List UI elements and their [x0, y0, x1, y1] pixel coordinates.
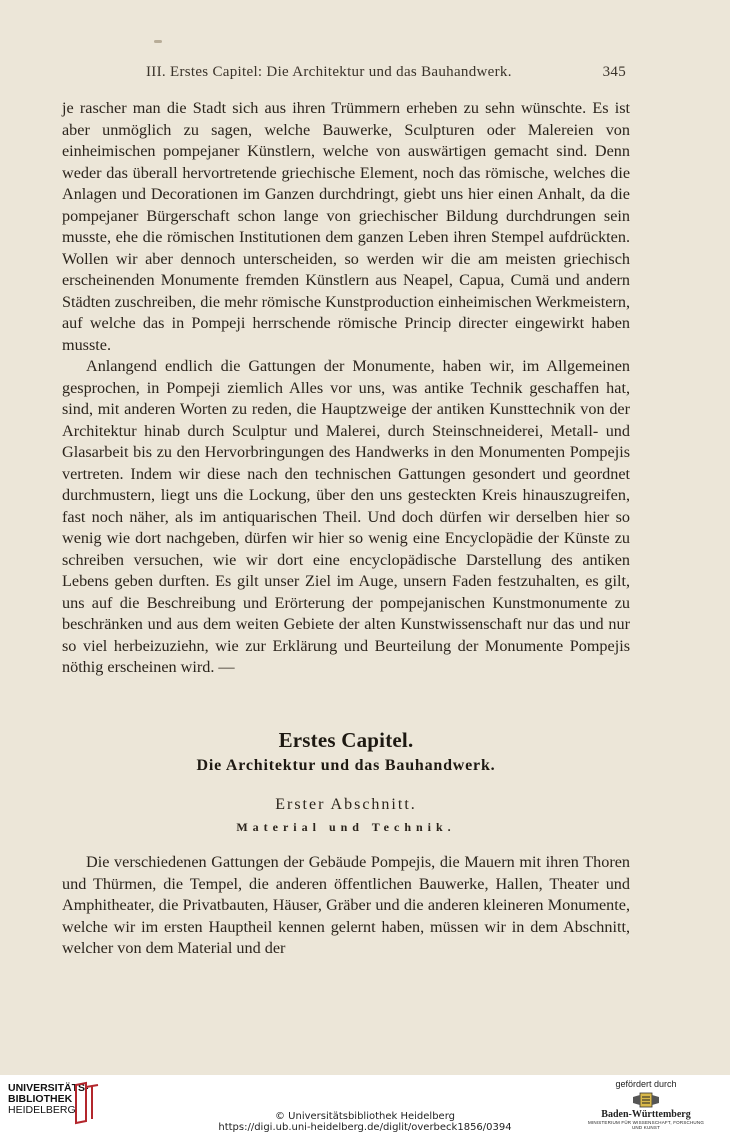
- chapter-title: Erstes Capitel.: [278, 728, 414, 752]
- paragraph-2: Anlangend endlich die Gattungen der Monumente, haben wir, im Allgemeinen gesprochen, in Pompeji ziemlich Alles vor uns, was antike Technik geschaffen hat, sind, mit anderen Worten zu reden, die Hauptzweige der antiken Kunsttechnik von der Architektur hinab durch Sculptur und Malerei, durch Steinschneiderei, Metall- und Glasarbeit bis zu den Hervorbringungen des Handwerks in den Monumenten Pompejis vertreten. Indem wir diese nach den technischen Gattungen gesondert und geordnet durchmustern, liegt uns die Lockung, über den uns gesteckten Kreis hinauszugreifen, fast noch näher, als im antiquarischen Theil. Und doch dürfen wir derselben hier so wenig wie dort nachgeben, dürfen wir hier so wenig eine Encyclopädie der Künste zu schreiben versuchen, wie wir dort eine encyclopädische Darstellung des antiken Lebens geben durften. Es gilt unser Ziel im Auge, unsern Faden festzuhalten, es gilt, uns auf die Beschreibung und Erörterung der pompejanischen Kunstmonumente zu beschränken und aus dem weiten Gebiete der alten Kunstwissenschaft nur das und nur so viel herbeizuziehn, wie zur Erklärung und Beurteilung der Monumente Pompejis nöthig erscheinen wird. —: [62, 357, 630, 676]
- paragraph-1: je rascher man die Stadt sich aus ihren Trümmern erheben zu sehn wünschte. Es ist aber unmöglich zu sagen, welche Bauwerke, Sculpturen oder Malereien von einheimischen pompejaner Künstlern, welche von auswärtigen gemacht sind. Denn weder das überall hervortretende griechische Element, noch das römische, welches die Anlagen und Decorationen im Ganzen durchdringt, giebt uns hier einen Anhalt, da die pompejaner Bürgerschaft schon lange von griechischer Bildung durchdrungen sein musste, ehe die römischen Institutionen dem ganzen Leben ihren Stempel aufdrückten. Wollen wir aber dennoch unterscheiden, so werden wir die am meisten griechisch erscheinenden Monumente fremden Künstlern aus Neapel, Capua, Cumä und andern Städten zuschreiben, die mehr römische Kunstproduction einheimischen Werkmeistern, auf welche das in Pompeji herrschende römische Princip directer eingewirkt haben musste.: [62, 99, 630, 354]
- body-text: [62, 98, 630, 679]
- page-number: 345: [602, 64, 626, 80]
- running-title: III. Erstes Capitel: Die Architektur und das Bauhandwerk.: [146, 64, 512, 80]
- sponsor-subtitle: MINISTERIUM FÜR WISSENSCHAFT, FORSCHUNG UND KUNST: [587, 1120, 705, 1130]
- sponsor-name: Baden-Württemberg: [601, 1109, 691, 1120]
- ink-smudge: [154, 40, 162, 43]
- chapter-heading: [62, 728, 630, 775]
- permalink[interactable]: https://digi.ub.uni-heidelberg.de/diglit/overbeck1856/0394: [218, 1122, 512, 1133]
- running-header: [62, 64, 626, 81]
- section-subtitle: Material und Technik.: [236, 820, 456, 834]
- section-paragraph: Die verschiedenen Gattungen der Gebäude Pompejis, die Mauern mit ihren Thoren und Thürmen, die Tempel, die anderen öffentlichen Bauwerke, Hallen, Theater und Amphitheater, die Privatbauten, Häuser, Gräber und die anderen kleineren Monumente, welche wir im ersten Hauptheil kennen gelernt haben, müssen wir in dem Abschnitt, welcher von dem Material und der: [62, 853, 630, 957]
- footer-bar: [0, 1075, 730, 1133]
- library-name-line2: BIBLIOTHEK: [8, 1093, 73, 1105]
- section-title: Erster Abschnitt.: [275, 796, 417, 813]
- sponsor-label: gefördert durch: [615, 1079, 677, 1089]
- copyright-text: © Universitätsbibliothek Heidelberg: [274, 1111, 455, 1122]
- section-heading: [62, 796, 630, 835]
- sponsor-logo[interactable]: [586, 1079, 706, 1130]
- library-name-line1: UNIVERSITÄTS-: [8, 1082, 89, 1094]
- section-body-text: [62, 852, 630, 960]
- library-name-line3: HEIDELBERG: [8, 1104, 76, 1116]
- chapter-subtitle: Die Architektur und das Bauhandwerk.: [196, 757, 496, 774]
- coat-of-arms-icon: [631, 1091, 661, 1109]
